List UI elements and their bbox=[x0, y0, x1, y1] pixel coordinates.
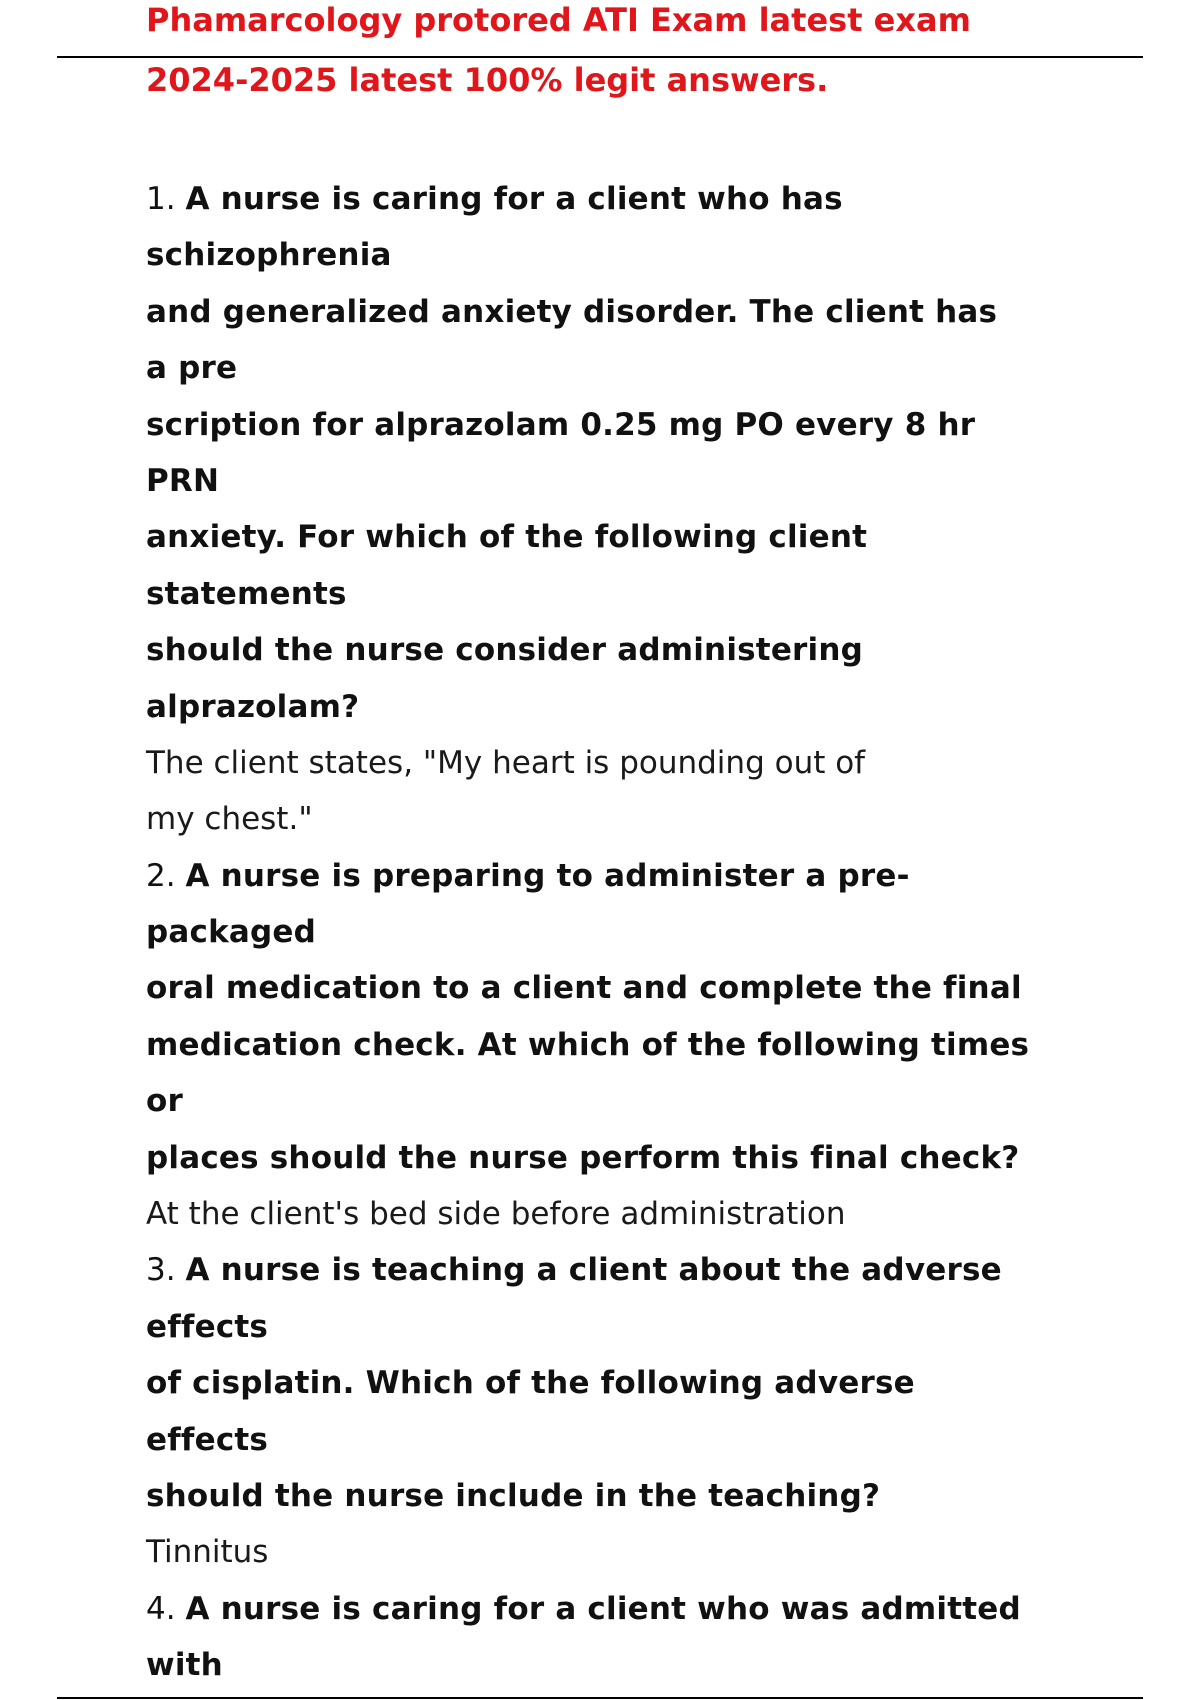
question-line bbox=[146, 1355, 1146, 1411]
question-line bbox=[146, 453, 1146, 509]
question-line bbox=[146, 904, 1146, 960]
header-divider bbox=[57, 56, 1143, 58]
footer-divider bbox=[57, 1697, 1143, 1699]
document-title-line-2: 2024-2025 latest 100% legit answers. bbox=[146, 61, 829, 99]
document-title-line-1: Phamarcology protored ATI Exam latest exam bbox=[146, 1, 971, 39]
question-text: scription for alprazolam 0.25 mg PO every 8 hr bbox=[146, 406, 976, 443]
question-text: A nurse is preparing to administer a pre- bbox=[185, 857, 910, 894]
question-line bbox=[146, 848, 1146, 904]
question-line bbox=[146, 340, 1146, 396]
question-line bbox=[146, 227, 1146, 283]
answer-text: The client states, "My heart is pounding out of bbox=[146, 744, 866, 781]
question-text: of cisplatin. Which of the following adverse bbox=[146, 1365, 915, 1402]
question-line bbox=[146, 1017, 1146, 1073]
question-text: A nurse is teaching a client about the adverse bbox=[185, 1252, 1002, 1289]
question-text: medication check. At which of the following times bbox=[146, 1026, 1030, 1063]
question-line bbox=[146, 679, 1146, 735]
question-text: places should the nurse perform this final check? bbox=[146, 1139, 1020, 1176]
question-number: 2. bbox=[146, 857, 176, 894]
question-text: effects bbox=[146, 1421, 269, 1458]
question-text: schizophrenia bbox=[146, 237, 392, 274]
question-line bbox=[146, 1299, 1146, 1355]
question-text: and generalized anxiety disorder. The client has bbox=[146, 293, 998, 330]
question-line bbox=[146, 171, 1146, 227]
question-line bbox=[146, 1468, 1146, 1524]
question-text: statements bbox=[146, 575, 347, 612]
question-line bbox=[146, 1412, 1146, 1468]
question-line bbox=[146, 566, 1146, 622]
question-line bbox=[146, 1242, 1146, 1298]
question-text: A nurse is caring for a client who has bbox=[185, 181, 843, 217]
question-line bbox=[146, 509, 1146, 565]
question-number: 1. bbox=[146, 181, 176, 217]
question-text: packaged bbox=[146, 914, 317, 951]
answer-text: my chest." bbox=[146, 801, 313, 838]
question-text: alprazolam? bbox=[146, 688, 360, 725]
question-text: should the nurse consider administering bbox=[146, 632, 864, 669]
question-text: effects bbox=[146, 1308, 269, 1345]
question-line bbox=[146, 622, 1146, 678]
question-list bbox=[146, 171, 1146, 1694]
answer-text: Tinnitus bbox=[146, 1534, 269, 1571]
question-text: A nurse is caring for a client who was admitted bbox=[185, 1590, 1021, 1627]
question-text: anxiety. For which of the following client bbox=[146, 519, 868, 556]
question-line bbox=[146, 284, 1146, 340]
question-line bbox=[146, 1581, 1146, 1637]
question-number: 3. bbox=[146, 1252, 176, 1289]
question-line bbox=[146, 397, 1146, 453]
question-text: should the nurse include in the teaching? bbox=[146, 1477, 881, 1514]
question-line bbox=[146, 1637, 1146, 1693]
question-text: a pre bbox=[146, 350, 238, 387]
question-number: 4. bbox=[146, 1590, 176, 1627]
question-text: oral medication to a client and complete the final bbox=[146, 970, 1022, 1007]
question-line bbox=[146, 960, 1146, 1016]
question-line bbox=[146, 1130, 1146, 1186]
question-line bbox=[146, 1073, 1146, 1129]
question-text: or bbox=[146, 1083, 183, 1120]
question-text: PRN bbox=[146, 462, 220, 499]
question-text: with bbox=[146, 1647, 223, 1684]
answer-text: At the client's bed side before administration bbox=[146, 1196, 846, 1233]
